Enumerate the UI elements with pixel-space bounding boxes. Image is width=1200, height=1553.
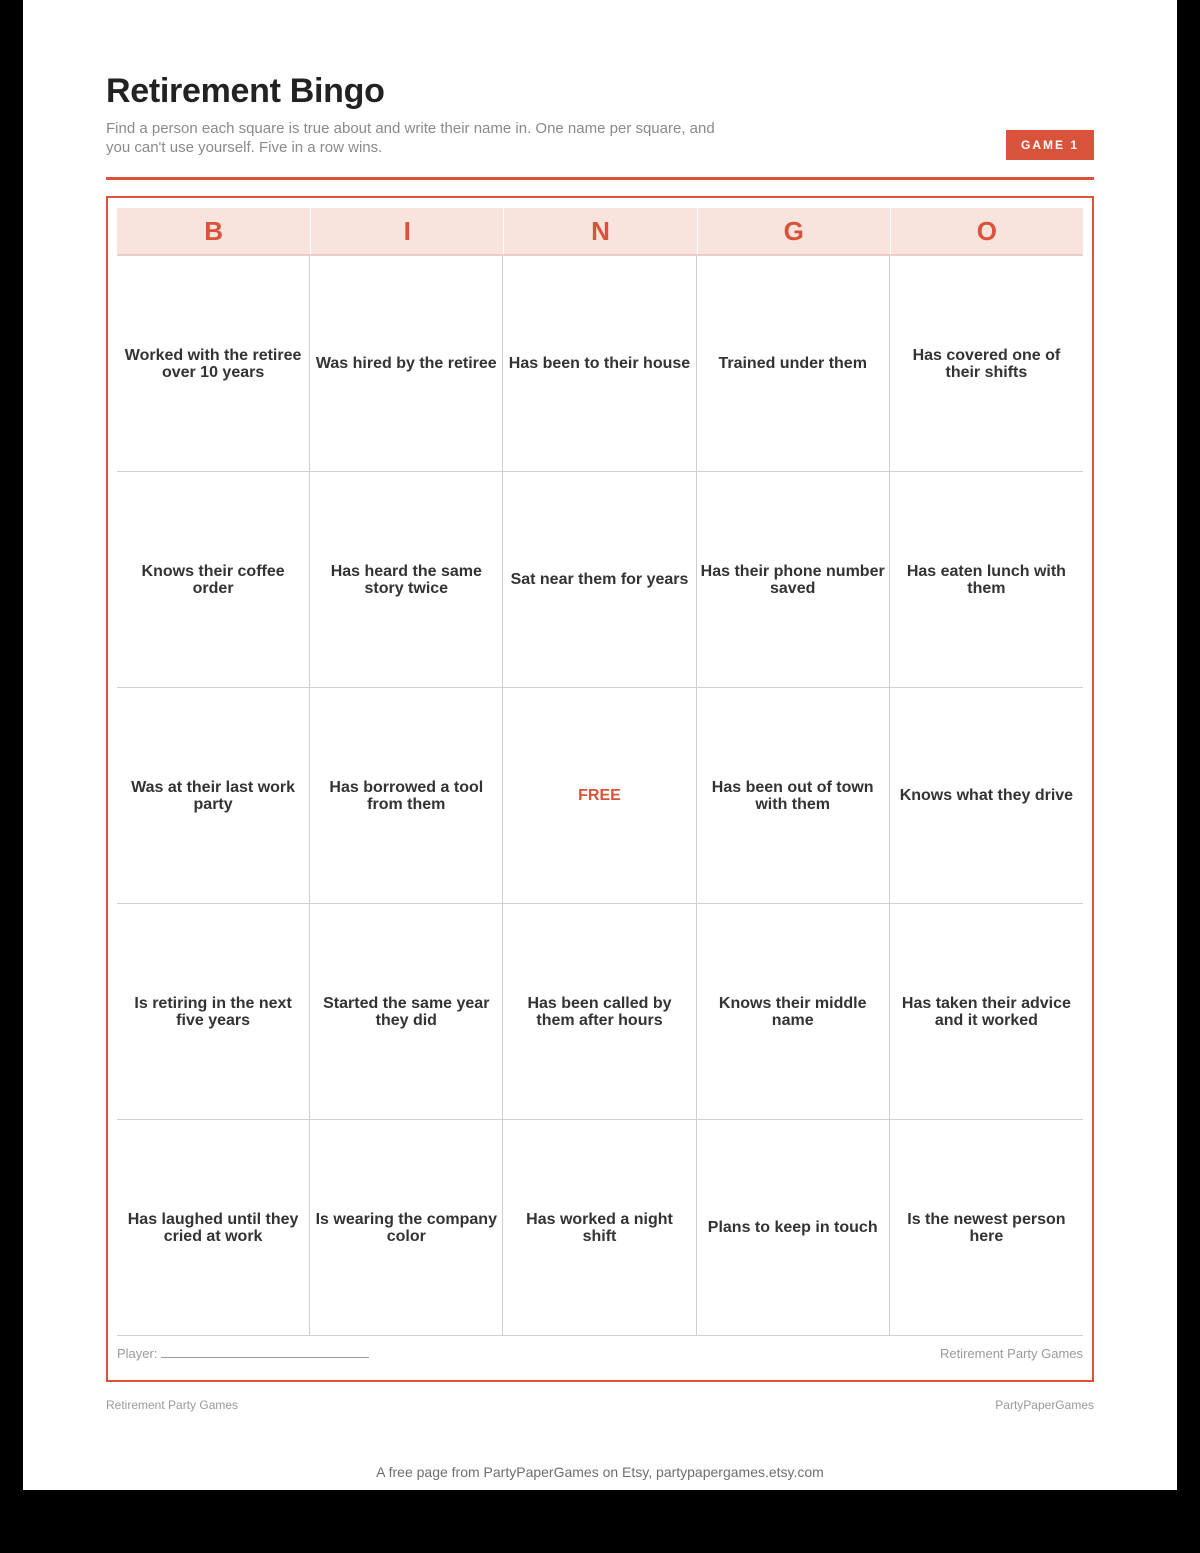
- header-letter-i: I: [310, 208, 503, 254]
- bingo-cell[interactable]: Has been called by them after hours: [503, 904, 696, 1120]
- instructions-line-2: you can't use yourself. Five in a row wins.: [106, 139, 383, 156]
- bingo-cell[interactable]: Has their phone number saved: [697, 472, 890, 688]
- player-field[interactable]: [117, 1346, 369, 1361]
- free-space: FREE: [503, 688, 696, 904]
- bingo-cell[interactable]: Has worked a night shift: [503, 1120, 696, 1336]
- bingo-cell[interactable]: Is retiring in the next five years: [117, 904, 310, 1120]
- page-title: Retirement Bingo: [106, 72, 385, 110]
- bingo-cell[interactable]: Was at their last work party: [117, 688, 310, 904]
- bingo-cell[interactable]: Has been to their house: [503, 256, 696, 472]
- bingo-cell[interactable]: Has borrowed a tool from them: [310, 688, 503, 904]
- divider: [106, 177, 1094, 180]
- game-badge: GAME 1: [1006, 130, 1094, 160]
- bingo-cell[interactable]: Plans to keep in touch: [697, 1120, 890, 1336]
- bingo-cell[interactable]: Worked with the retiree over 10 years: [117, 256, 310, 472]
- bingo-cell[interactable]: Has heard the same story twice: [310, 472, 503, 688]
- bingo-cell[interactable]: Sat near them for years: [503, 472, 696, 688]
- bingo-cell[interactable]: Knows what they drive: [890, 688, 1083, 904]
- bingo-cell[interactable]: Is the newest person here: [890, 1120, 1083, 1336]
- instructions: [106, 119, 806, 157]
- footer-right: PartyPaperGames: [995, 1398, 1094, 1412]
- bingo-cell[interactable]: Has been out of town with them: [697, 688, 890, 904]
- bingo-card: [106, 196, 1094, 1382]
- bingo-cell[interactable]: Was hired by the retiree: [310, 256, 503, 472]
- bingo-header: [117, 208, 1083, 256]
- bingo-cell[interactable]: Has laughed until they cried at work: [117, 1120, 310, 1336]
- bingo-cell[interactable]: Has covered one of their shifts: [890, 256, 1083, 472]
- instructions-line-1: Find a person each square is true about and write their name in. One name per square, and: [106, 120, 715, 137]
- bingo-cell[interactable]: Started the same year they did: [310, 904, 503, 1120]
- player-label: Player:: [117, 1346, 158, 1361]
- header-letter-o: O: [890, 208, 1083, 254]
- page: [23, 0, 1177, 1490]
- header-letter-g: G: [697, 208, 890, 254]
- header-letter-n: N: [503, 208, 696, 254]
- credit-line: A free page from PartyPaperGames on Etsy, partypapergames.etsy.com: [376, 1464, 824, 1480]
- bingo-cell[interactable]: Trained under them: [697, 256, 890, 472]
- bingo-grid: [117, 256, 1083, 1336]
- bingo-cell[interactable]: Knows their coffee order: [117, 472, 310, 688]
- player-name-line[interactable]: [161, 1346, 369, 1358]
- bingo-cell[interactable]: Has eaten lunch with them: [890, 472, 1083, 688]
- bingo-cell[interactable]: Knows their middle name: [697, 904, 890, 1120]
- bingo-cell[interactable]: Is wearing the company color: [310, 1120, 503, 1336]
- card-footer: [117, 1344, 1083, 1366]
- card-brand: Retirement Party Games: [939, 1346, 1083, 1361]
- bingo-cell[interactable]: Has taken their advice and it worked: [890, 904, 1083, 1120]
- header-letter-b: B: [204, 215, 223, 246]
- footer-left: Retirement Party Games: [106, 1398, 239, 1412]
